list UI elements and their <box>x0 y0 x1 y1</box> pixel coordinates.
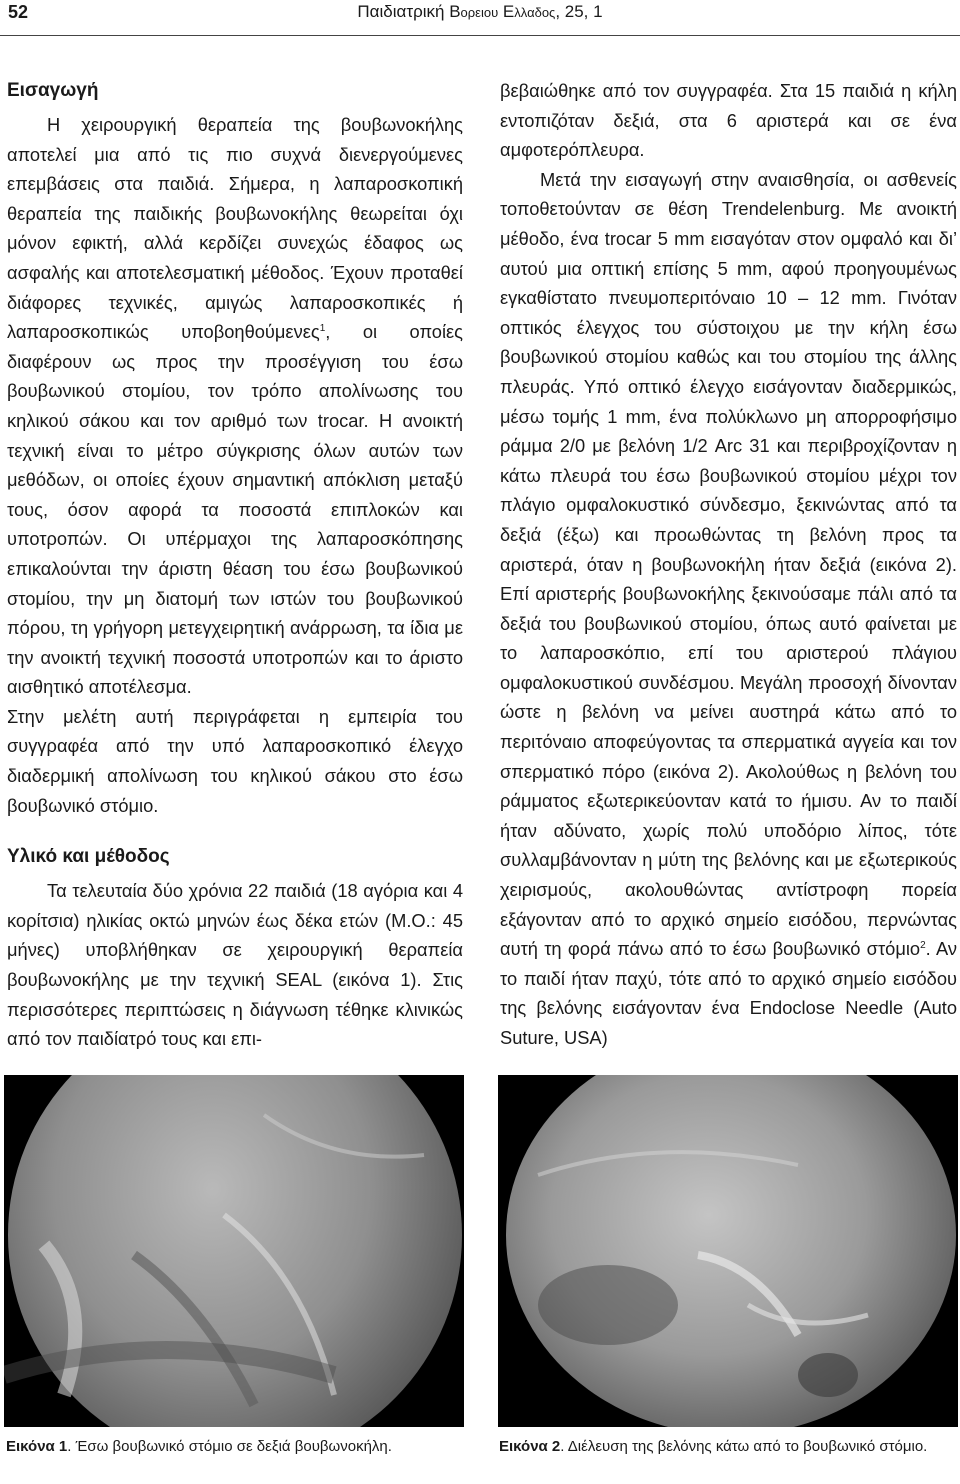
reference-2: 2 <box>920 940 926 952</box>
left-column <box>7 76 463 1054</box>
figure-2-caption: Εικόνα 2. Διέλευση της βελόνης κάτω από το βουβωνικό στόμιο. <box>499 1438 928 1455</box>
running-header <box>0 0 960 30</box>
tissue-highlights <box>4 1075 464 1427</box>
methods-paragraph-1: Τα τελευταία δύο χρόνια 22 παιδιά (18 αγόρια και 4 κορίτσια) ηλικίας οκτώ μηνών έως δέκα ετών (Μ.Ο.: 45 μήνες) υποβλήθηκαν σε χειρουργική θεραπεία βουβωνοκήλης με την τεχνική SEAL (εικόνα 1). Στις περισσότερες περιπτώσεις η διάγνωση τέθηκε κλινικώς από τον παιδίατρό τους και επι- <box>7 880 463 1050</box>
methods-paragraph-2: Μετά την εισαγωγή στην αναισθησία, οι ασθενείς τοποθετούνταν σε θέση Trendelenburg. Με ανοικτή μέθοδο, ένα trocar 5 mm εισαγόταν στον ομφαλό και δι’ αυτού μια οπτική επίσης 5 mm, αφού προηγουμένως εγκαθίστατο πνευμοπεριτόναιο 10 – 12 mm. Γινόταν οπτικός έλεγχος του σύστοιχου με την κήλη έσω βουβωνικού στομίου καθώς και του στομίου της άλλης πλευράς. Υπό οπτικό έλεγχο εισάγονταν διαδερμικώς, μέσω τομής 1 mm, ένα πολύκλωνο μη απορροφήσιμο ράμμα 2/0 με βελόνη 1/2 Arc 31 και περιβροχίζονταν η κάτω πλευρά του έσω βουβωνικού στομίου μέχρι τον πλάγιο ομφαλοκυστικό σύνδεσμο, ξεκινώντας από τα δεξιά (έξω) και προωθώντας τη βελόνη προς τα αριστερά, όταν η βουβωνοκήλη ήταν δεξιά (εικόνα 2). Επί αριστερής βουβωνοκήλης ξεκινούσαμε πάλι από τα δεξιά του βουβωνικού στομίου, όπως αυτό φαίνεται με το λαπαροσκόπιο, επί του αριστερού πλάγιου ομφαλοκυστικού συνδέσμου. Μεγάλη προσοχή δίνονταν ώστε η βελόνη να μείνει αυστηρά κάτω από το περιτόναιο αποφεύγοντας τα σπερματικά αγγεία και τον σπερματικό πόρο (εικόνα 2). Ακολούθως η βελόνη του ράμματος εξωτερικεύονταν κατά το ήμισυ. Αν το παιδί ήταν αδύνατο, χωρίς πολύ υποδόριο λίπος, τότε συλλαμβάνονταν η μύτη της βελόνης και με εξωτερικούς χειρισμούς, ακολουθώντας αντίστροφη πορεία εξάγονταν από το αρχικό σημείο εισόδου, περνώντας αυτή τη φορά πάνω από το έσω βουβωνικό στόμιο$^2$. Αν το παιδί ήταν παχύ, τότε από το αρχικό σημείο εισόδου της βελόνης εισάγονταν ένα Endoclose Needle (Auto Suture, USA) <box>500 168 957 1048</box>
methods-paragraph-1-continued: βεβαιώθηκε από τον συγγραφέα. Στα 15 παιδιά η κήλη εντοπιζόταν δεξιά, στα 6 αριστερά και σε ένα αμφοτερόπλευρα. <box>500 80 957 161</box>
reference-1: 1 <box>319 323 326 335</box>
figure-1-laparoscopic-image <box>4 1075 464 1427</box>
methods-heading: Υλικό και μέθοδος <box>7 846 170 868</box>
header-divider <box>0 35 960 36</box>
page-number: 52 <box>8 2 29 22</box>
figure-2-laparoscopic-image <box>498 1075 958 1427</box>
intro-heading: Εισαγωγή <box>7 80 99 101</box>
intro-paragraph-1: Η χειρουργική θεραπεία της βουβωνοκήλης αποτελεί μια από τις πιο συχνά διενεργούμενες επεμβάσεις στα παιδιά. Σήμερα, η λαπαροσκοπική θεραπεία της παιδικής βουβωνοκήλης θεωρείται όχι μόνον εφικτή, αλλά κερδίζει συνεχώς έδαφος ως ασφαλής και αποτελεσματική μέθοδος. Έχουν προταθεί διάφορες τεχνικές, αμιγώς λαπαροσκοπικές ή λαπαροσκοπικώς υποβοηθούμενες$^1$, οι οποίες διαφέρουν ως προς την προσέγγιση του έσω βουβωνικού στομίου, τον τρόπο απολίνωσης του κηλικού σάκου και τον αριθμό των trocar. Η ανοικτή τεχνική είναι το μέτρο σύγκρισης όλων αυτών των μεθόδων, οι οποίες έχουν σημαντική απόκλιση μεταξύ τους, όσον αφορά τα ποσοστά επιπλοκών και υποτροπών. Οι υπέρμαχοι της λαπαροσκόπησης επικαλούνται την άριστη θέαση του έσω βουβωνικού στομίου, την μη διατομή των ιστών του βουβωνικού πόρου, τη γρήγορη μετεγχειρητική ανάρρωση, τα ίδια με την ανοικτή τεχνική ποσοστά υποτροπών και το άριστο αισθητικό αποτέλεσμα. <box>7 114 463 698</box>
tissue-highlights <box>498 1075 958 1427</box>
right-column <box>500 76 957 1053</box>
intro-paragraph-2: Στην μελέτη αυτή περιγράφεται η εμπειρία του συγγραφέα από την υπό λαπαροσκοπικό έλεγχο διαδερμική απολίνωση του κηλικού σάκου στο έσω βουβωνικό στόμιο. <box>7 705 463 816</box>
journal-title: Παιδιατρική Βορειου Ελλαδος, 25, 1 <box>357 2 603 21</box>
figure-1-caption: Εικόνα 1. Έσω βουβωνικό στόμιο σε δεξιά βουβωνοκήλη. <box>6 1438 392 1455</box>
